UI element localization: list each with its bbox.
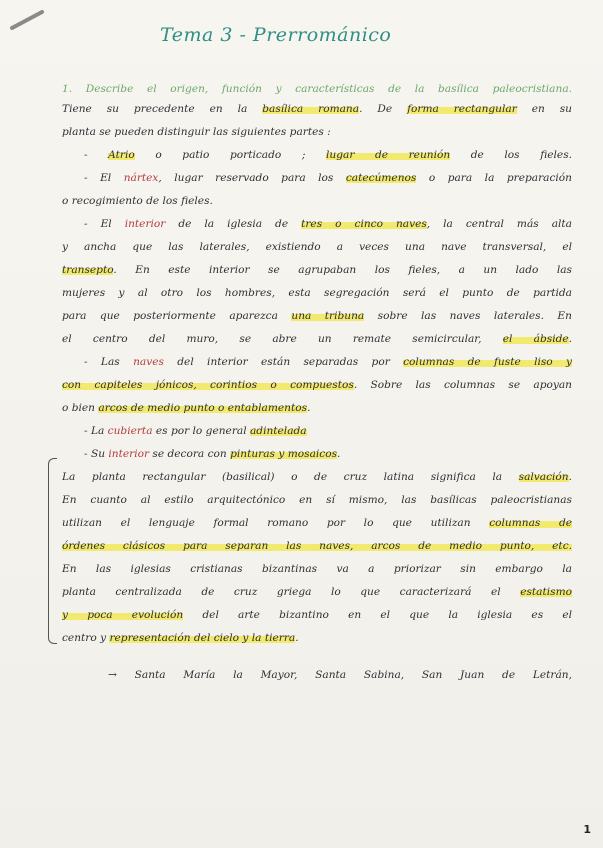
note-text: . De [359,103,408,115]
note-text: La planta rectangular (basilical) o de cruz latina significa la [62,471,519,483]
highlighted-text: arcos de medio punto o entablamentos [98,402,308,414]
question-text: 1. Describe el origen, función y características de la basílica paleocristiana. [62,83,572,95]
note-text: - Las [84,356,134,368]
note-line [84,217,572,231]
note-text: - El [84,172,124,184]
highlighted-text: lugar de reunión [326,149,451,161]
note-line [62,470,572,484]
note-text: es por lo general [152,425,250,437]
highlighted-text: adintelada [249,425,307,437]
note-text: el centro del muro, se abre un remate semicircular, [62,333,503,345]
note-text: o para la preparación [416,172,572,184]
note-text: En las iglesias cristianas bizantinas va a priorizar sin embargo la [62,563,572,575]
note-line [62,309,572,323]
note-line [62,631,572,645]
note-text: . En este interior se agrupaban los fieles, a un lado las [113,264,572,276]
note-text: - El [84,218,125,230]
highlighted-text: órdenes clásicos para separan las naves, arcos de medio punto, etc. [62,540,572,552]
note-line [62,401,572,415]
note-line [84,447,572,461]
highlighted-text: estatismo [520,586,572,598]
note-text: en su [516,103,572,115]
highlighted-text: salvación [518,471,569,483]
note-text: - La [84,425,108,437]
note-line [84,424,572,438]
note-text: sobre las naves laterales. En [364,310,572,322]
note-text: o patio porticado ; [134,149,327,161]
note-text: En cuanto al estilo arquitectónico en sí mismo, las basílicas paleocristianas [62,494,572,506]
note-line [62,286,572,300]
note-line [62,516,572,530]
highlighted-text: catecúmenos [345,172,417,184]
note-text: . Sobre las columnas se apoyan [353,379,572,391]
margin-bracket [48,458,57,644]
highlighted-text: columnas de [489,517,572,529]
note-text: Tiene su precedente en la [62,103,263,115]
highlighted-text: columnas de fuste liso y [403,356,572,368]
note-line [62,240,572,254]
red-text: interior [124,218,166,230]
note-line [62,493,572,507]
note-text: . [307,402,311,414]
note-text: planta centralizada de cruz griega lo que caracterizará el [62,586,521,598]
note-text: , la central más alta [426,218,572,230]
note-text: planta se pueden distinguir las siguientes partes : [62,126,331,138]
page-number: 1 [583,823,591,836]
note-text: → [108,669,135,681]
note-text: de la iglesia de [165,218,302,230]
note-line [62,608,572,622]
highlighted-text: una tribuna [291,310,365,322]
highlighted-text: con capiteles jónicos, corintios o compuestos [62,379,354,391]
note-text: . [337,448,341,460]
note-text: del arte bizantino en el que la iglesia es el [183,609,572,621]
note-text: . [295,632,299,644]
note-text: para que posteriormente aparezca [62,310,292,322]
note-line [62,125,572,139]
note-line [108,668,572,682]
red-text: cubierta [107,425,153,437]
note-line [62,378,572,392]
note-line [84,148,572,162]
note-text: y ancha que las laterales, existiendo a veces una nave transversal, el [62,241,572,253]
note-line [62,332,572,346]
note-text: centro y [62,632,110,644]
note-line [62,585,572,599]
note-line [62,539,572,553]
highlighted-text: forma rectangular [407,103,517,115]
note-line [62,82,572,96]
red-text: nártex [123,172,159,184]
note-text: utilizan el lenguaje formal romano por lo que utilizan [62,517,490,529]
note-text: o recogimiento de los fieles. [62,195,213,207]
red-text: naves [133,356,164,368]
highlighted-text: basílica romana [262,103,360,115]
highlighted-text: Atrio [108,149,135,161]
note-text: - [84,149,109,161]
note-text: - Su [84,448,109,460]
pencil-mark [9,9,44,30]
note-line [62,263,572,277]
note-line [84,355,572,369]
page-title: Tema 3 - Prerrománico [160,24,392,46]
highlighted-text: y poca evolución [62,609,184,621]
highlighted-text: el ábside [502,333,569,345]
note-line [62,102,572,116]
note-text: o bien [62,402,99,414]
note-text: . [568,333,572,345]
note-line [84,171,572,185]
highlighted-text: representación del cielo y la tierra [109,632,296,644]
note-line [62,562,572,576]
note-text: se decora con [149,448,231,460]
note-text: , lugar reservado para los [158,172,346,184]
highlighted-text: pinturas y mosaicos [230,448,338,460]
highlighted-text: tres o cinco naves [301,218,427,230]
note-line [62,194,572,208]
note-text: de los fieles. [450,149,572,161]
highlighted-text: transepto [62,264,114,276]
note-text: del interior están separadas por [163,356,404,368]
note-text: . [568,471,572,483]
note-text: mujeres y al otro los hombres, esta segregación será el punto de partida [62,287,572,299]
note-text: Santa María la Mayor, Santa Sabina, San Juan de Letrán, [134,669,572,681]
red-text: interior [108,448,150,460]
